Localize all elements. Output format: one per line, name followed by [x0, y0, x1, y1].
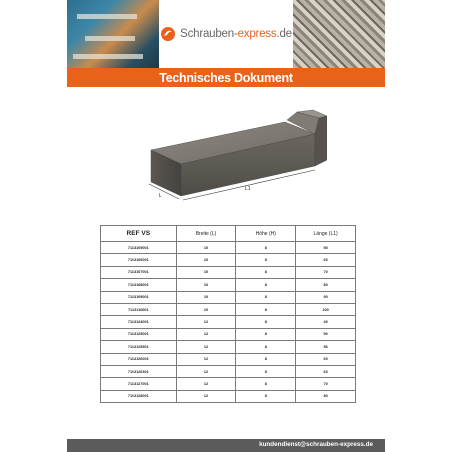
table-header-row — [101, 226, 356, 242]
table-cell: 10 — [176, 242, 236, 254]
table-row — [101, 353, 356, 365]
table-row — [101, 390, 356, 402]
table-cell: 7113108001 — [101, 279, 177, 291]
logo-swirl-icon — [160, 26, 176, 42]
table-row — [101, 328, 356, 340]
table-cell: 8 — [236, 291, 296, 303]
header-banner — [67, 0, 385, 68]
table-cell: 7113127001 — [101, 378, 177, 390]
table-cell: 100 — [296, 303, 356, 315]
table-cell: 8 — [236, 242, 296, 254]
table-row — [101, 266, 356, 278]
table-cell: 8 — [236, 254, 296, 266]
table-cell: 56 — [296, 341, 356, 353]
header-ref: REF VS — [101, 226, 177, 242]
table-cell: 12 — [176, 378, 236, 390]
table-cell: 8 — [236, 303, 296, 315]
table-cell: 10 — [176, 266, 236, 278]
table-cell: 7113126301 — [101, 365, 177, 377]
tools-photo — [67, 0, 159, 68]
table-cell: 8 — [236, 328, 296, 340]
dim-label-length: L1 — [245, 186, 251, 192]
table-cell: 60 — [296, 353, 356, 365]
table-cell: 7113124001 — [101, 316, 177, 328]
table-row — [101, 279, 356, 291]
brand-name: Schrauben-express.de — [180, 28, 292, 40]
screws-photo — [293, 0, 385, 68]
table-cell: 10 — [176, 303, 236, 315]
table-cell: 50 — [296, 328, 356, 340]
table-cell: 7113125501 — [101, 341, 177, 353]
table-cell: 8 — [236, 341, 296, 353]
gib-head-key-drawing — [137, 102, 327, 222]
table-body — [101, 242, 356, 403]
table-cell: 7113125001 — [101, 328, 177, 340]
table-cell: 8 — [236, 390, 296, 402]
document-page — [67, 0, 385, 452]
table-cell: 8 — [236, 365, 296, 377]
table-cell: 10 — [176, 279, 236, 291]
table-cell: 80 — [296, 279, 356, 291]
table-row — [101, 341, 356, 353]
table-cell: 8 — [236, 266, 296, 278]
table-cell: 80 — [296, 390, 356, 402]
table-cell: 12 — [176, 328, 236, 340]
spec-table — [100, 225, 356, 403]
table-cell: 7113128001 — [101, 390, 177, 402]
table-cell: 7113105001 — [101, 242, 177, 254]
table-cell: 60 — [296, 254, 356, 266]
header-height: Höhe (H) — [236, 226, 296, 242]
table-cell: 12 — [176, 365, 236, 377]
table-cell: 8 — [236, 353, 296, 365]
table-cell: 70 — [296, 266, 356, 278]
header-width: Breite (L) — [176, 226, 236, 242]
contact-email: kundendienst@schrauben-express.de — [259, 441, 373, 448]
table-cell: 63 — [296, 365, 356, 377]
table-cell: 12 — [176, 390, 236, 402]
table-cell: 12 — [176, 316, 236, 328]
table-cell: 8 — [236, 316, 296, 328]
dim-label-width: L — [159, 193, 162, 199]
table-row — [101, 316, 356, 328]
table-cell: 12 — [176, 341, 236, 353]
table-cell: 10 — [176, 254, 236, 266]
table-cell: 7113126001 — [101, 353, 177, 365]
table-cell: 40 — [296, 316, 356, 328]
title-bar — [67, 68, 385, 87]
table-row — [101, 254, 356, 266]
table-cell: 50 — [296, 242, 356, 254]
table-row — [101, 291, 356, 303]
footer-bar — [67, 439, 385, 452]
page-title: Technisches Dokument — [159, 70, 293, 85]
table-row — [101, 378, 356, 390]
table-cell: 7113109001 — [101, 291, 177, 303]
table-cell: 10 — [176, 291, 236, 303]
table-cell: 7113106001 — [101, 254, 177, 266]
table-row — [101, 242, 356, 254]
table-cell: 12 — [176, 353, 236, 365]
table-cell: 90 — [296, 291, 356, 303]
table-cell: 7113110001 — [101, 303, 177, 315]
table-cell: 7113107001 — [101, 266, 177, 278]
table-cell: 70 — [296, 378, 356, 390]
brand-logo — [159, 0, 293, 68]
table-cell: 8 — [236, 279, 296, 291]
table-cell: 8 — [236, 378, 296, 390]
header-length: Länge (L1) — [296, 226, 356, 242]
table-row — [101, 303, 356, 315]
table-row — [101, 365, 356, 377]
